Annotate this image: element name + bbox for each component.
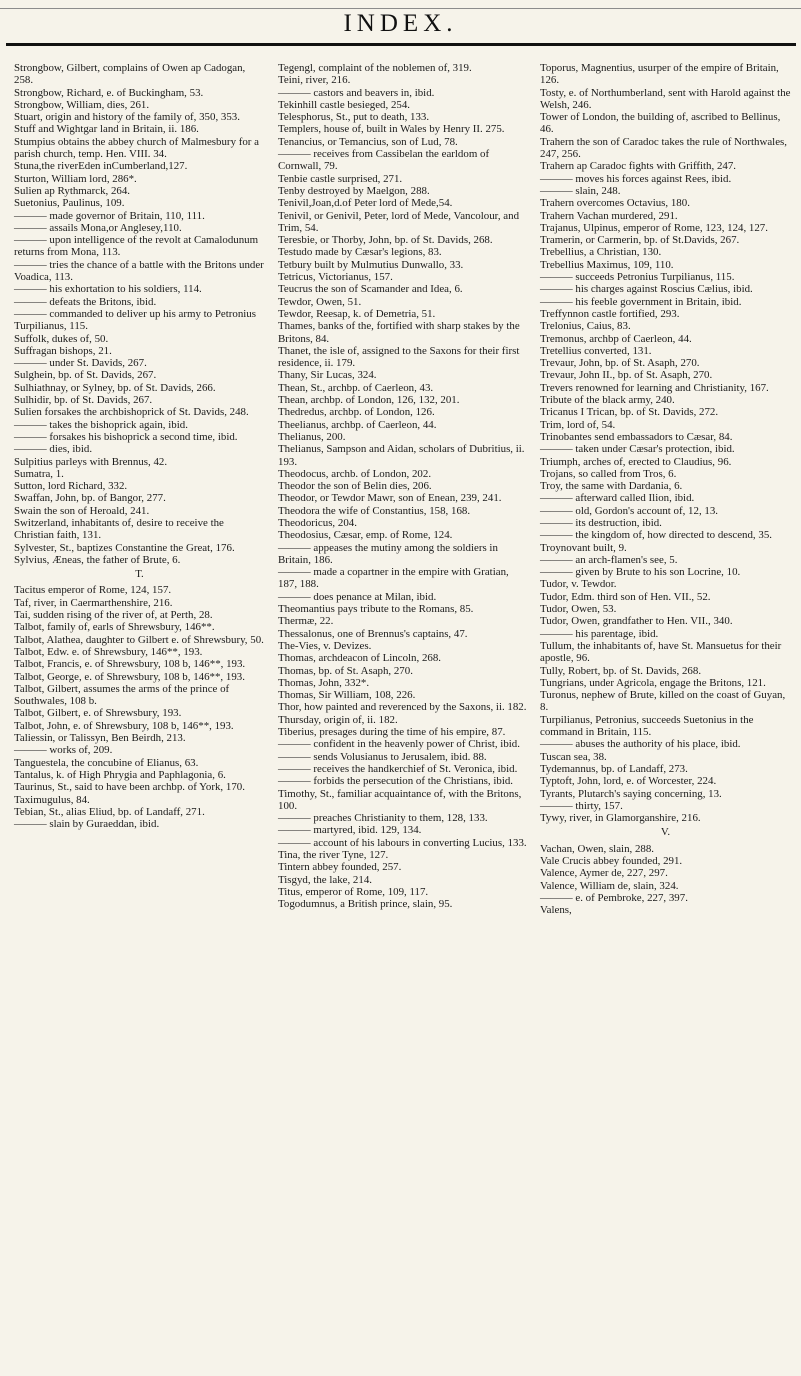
- index-entry: Theodora the wife of Constantius, 158, 168.: [278, 504, 471, 517]
- index-entry: Sutton, lord Richard, 332.: [14, 480, 128, 493]
- index-entry: ——— preaches Christianity to them, 128, 133.: [278, 812, 488, 825]
- header-rule: [6, 43, 796, 46]
- index-entry: Switzerland, inhabitants of, desire to receive the Christian faith, 131.: [14, 516, 224, 542]
- index-entry: Tully, Robert, bp. of St. Davids, 268.: [540, 664, 702, 677]
- index-entry: ——— thirty, 157.: [540, 799, 623, 812]
- index-entry: ——— slain by Guraeddan, ibid.: [14, 818, 160, 831]
- index-entry: Tremonus, archbp of Caerleon, 44.: [540, 332, 692, 345]
- index-entry: Sylvius, Æneas, the father of Brute, 6.: [14, 553, 181, 566]
- index-entry: Strongbow, Gilbert, complains of Owen ap Cadogan, 258.: [14, 62, 246, 87]
- index-entry: Suetonius, Paulinus, 109.: [14, 197, 125, 210]
- index-entry: Tina, the river Tyne, 127.: [278, 849, 389, 861]
- index-entry: Thomas, archdeacon of Lincoln, 268.: [278, 652, 442, 665]
- index-entry: Vachan, Owen, slain, 288.: [540, 842, 655, 855]
- index-entry: ——— appeases the mutiny among the soldiers in Britain, 186.: [278, 541, 498, 566]
- index-entry: Tricanus I Trican, bp. of St. Davids, 272.: [540, 406, 719, 419]
- index-entry: ——— commanded to deliver up his army to Petronius Turpilianus, 115.: [14, 307, 256, 333]
- index-entry: ——— his charges against Roscius Cælius, ibid.: [540, 283, 753, 296]
- index-entry: Tungrians, under Agricola, engage the Britons, 121.: [540, 676, 766, 689]
- index-entry: ——— an arch-flamen's see, 5.: [540, 553, 678, 566]
- index-entry: ——— the kingdom of, how directed to descend, 35.: [540, 529, 772, 542]
- index-entry: Trebellius, a Christian, 130.: [540, 246, 662, 259]
- index-entry: Trim, lord of, 54.: [540, 418, 616, 431]
- index-entry: Tekinhill castle besieged, 254.: [278, 98, 411, 111]
- index-entry: Stuart, origin and history of the family of, 350, 353.: [14, 111, 240, 124]
- index-entry: Tudor, v. Tewdor.: [540, 578, 617, 591]
- index-entry: Tydemannus, bp. of Landaff, 273.: [540, 762, 688, 775]
- index-entry: Tiberius, presages during the time of his empire, 87.: [278, 726, 506, 739]
- index-entry: Tai, sudden rising of the river of, at Perth, 28.: [14, 609, 213, 622]
- index-entry: Trebellius Maximus, 109, 110.: [540, 258, 674, 271]
- index-entry: Valence, Aymer de, 227, 297.: [540, 867, 668, 880]
- index-entry: Tebian, St., alias Eliud, bp. of Landaff, 271.: [14, 805, 205, 818]
- index-entry: ——— upon intelligence of the revolt at Camalodunum returns from Mona, 113.: [14, 234, 259, 259]
- section-letter: V.: [660, 826, 671, 839]
- index-entry: Trajanus, Ulpinus, emperor of Rome, 123, 124, 127.: [540, 221, 768, 234]
- index-entry: Talbot, Francis, e. of Shrewsbury, 108 b, 146**, 193.: [14, 658, 246, 671]
- index-entry: Taf, river, in Caermarthenshire, 216.: [14, 596, 173, 609]
- index-entry: Sylvester, St., baptizes Constantine the Great, 176.: [14, 541, 235, 554]
- index-entry: Stumpius obtains the abbey church of Malmesbury for a parish church, temp. Hen. VIII. 34.: [14, 135, 259, 161]
- index-entry: ——— dies, ibid.: [14, 443, 93, 456]
- index-entry: Timothy, St., familiar acquaintance of, with the Britons, 100.: [278, 787, 522, 812]
- index-entry: Trahern overcomes Octavius, 180.: [540, 197, 690, 210]
- index-entry: Trevaur, John, bp. of St. Asaph, 270.: [540, 357, 700, 370]
- index-entry: Taliessin, or Talissyn, Ben Beirdh, 213.: [14, 732, 186, 745]
- index-entry: ——— succeeds Petronius Turpilianus, 115.: [540, 271, 735, 284]
- index-entry: Tewdor, Owen, 51.: [278, 295, 362, 308]
- index-entry: Turonus, nephew of Brute, killed on the coast of Guyan, 8.: [540, 689, 786, 714]
- index-entry: Valens,: [540, 904, 572, 917]
- index-entry: Tetricus, Victorianus, 157.: [278, 271, 393, 284]
- index-entry: Tenivil, or Genivil, Peter, lord of Mede, Vancolour, and Trim, 54.: [278, 209, 520, 234]
- index-entry: ——— defeats the Britons, ibid.: [14, 295, 157, 308]
- index-entry: Thelianus, Sampson and Aidan, scholars of Dubritius, ii. 193.: [278, 443, 525, 468]
- index-entry: Talbot, John, e. of Shrewsbury, 108 b, 146**, 193.: [14, 719, 234, 732]
- index-entry: ——— made a copartner in the empire with Gratian, 187, 188.: [278, 566, 509, 591]
- index-entry: ——— old, Gordon's account of, 12, 13.: [540, 504, 719, 517]
- index-entry: Tenbie castle surprised, 271.: [278, 172, 403, 185]
- index-entry: ——— moves his forces against Rees, ibid.: [540, 172, 732, 185]
- index-entry: Tegengl, complaint of the noblemen of, 319.: [278, 62, 472, 74]
- index-entry: Teini, river, 216.: [278, 74, 351, 87]
- index-entry: Suffolk, dukes of, 50.: [14, 332, 109, 345]
- index-entry: Talbot, family of, earls of Shrewsbury, 146**.: [14, 621, 215, 634]
- index-entry: Sulhiathnay, or Sylney, bp. of St. Davids, 266.: [14, 381, 216, 394]
- index-entry: ——— abuses the authority of his place, ibid.: [540, 738, 741, 751]
- index-entry: Tudor, Owen, grandfather to Hen. VII., 340.: [540, 615, 733, 628]
- index-entry: Tisgyd, the lake, 214.: [278, 873, 372, 886]
- index-entry: Thessalonus, one of Brennus's captains, 47.: [278, 627, 468, 640]
- index-entry: ——— given by Brute to his son Locrine, 10.: [540, 566, 741, 579]
- index-entry: ——— sends Volusianus to Jerusalem, ibid. 88.: [278, 750, 487, 763]
- index-entry: Taximugulus, 84.: [14, 793, 90, 806]
- index-entry: ——— does penance at Milan, ibid.: [278, 590, 437, 603]
- index-entry: Theodor the son of Belin dies, 206.: [278, 480, 432, 493]
- index-entry: Trojans, so called from Tros, 6.: [540, 467, 677, 480]
- index-entry: Swain the son of Heroald, 241.: [14, 504, 150, 517]
- index-entry: Titus, emperor of Rome, 109, 117.: [278, 885, 429, 898]
- index-entry: Theelianus, archbp. of Caerleon, 44.: [278, 418, 437, 431]
- index-entry: ——— under St. Davids, 267.: [14, 357, 147, 370]
- index-entry: Testudo made by Cæsar's legions, 83.: [278, 246, 442, 259]
- index-entry: Sumatra, 1.: [14, 467, 64, 480]
- index-entry: Talbot, Gilbert, assumes the arms of the prince of Southwales, 108 b.: [14, 682, 230, 708]
- index-entry: Talbot, George, e. of Shrewsbury, 108 b, 146**, 193.: [14, 670, 245, 683]
- index-entry: Stuff and Wightgar land in Britain, ii. 186.: [14, 123, 199, 136]
- index-entry: Treffynnon castle fortified, 293.: [540, 307, 680, 320]
- index-entry: Teresbie, or Thorby, John, bp. of St. Davids, 268.: [278, 234, 493, 247]
- index-entry: ——— assails Mona,or Anglesey,110.: [14, 221, 182, 234]
- index-entry: Thor, how painted and reverenced by the Saxons, ii. 182.: [278, 701, 527, 714]
- index-column-right: [540, 62, 791, 916]
- index-column-middle: [278, 62, 529, 910]
- index-entry: Theodocus, archb. of London, 202.: [278, 467, 432, 480]
- index-entry: Togodumnus, a British prince, slain, 95.: [278, 898, 453, 911]
- index-entry: Theodosius, Cæsar, emp. of Rome, 124.: [278, 529, 453, 542]
- index-entry: Thelianus, 200.: [278, 430, 346, 443]
- index-entry: Valence, William de, slain, 324.: [540, 879, 679, 892]
- index-entry: ——— e. of Pembroke, 227, 397.: [540, 891, 688, 904]
- index-entry: Tudor, Owen, 53.: [540, 603, 617, 616]
- index-entry: Strongbow, William, dies, 261.: [14, 98, 150, 111]
- index-entry: Tuscan sea, 38.: [540, 750, 607, 763]
- index-entry: Stuna,the riverEden inCumberland,127.: [14, 160, 188, 173]
- index-entry: Tanguestela, the concubine of Elianus, 63.: [14, 756, 199, 769]
- index-entry: Thermæ, 22.: [278, 615, 334, 628]
- index-entry: Tenby destroyed by Maelgon, 288.: [278, 184, 430, 197]
- index-entry: ——— his parentage, ibid.: [540, 627, 659, 640]
- index-entry: Turpilianus, Petronius, succeeds Suetonius in the command in Britain, 115.: [540, 713, 754, 739]
- index-entry: Tewdor, Reesap, k. of Demetria, 51.: [278, 307, 436, 320]
- index-entry: Teucrus the son of Scamander and Idea, 6.: [278, 283, 463, 296]
- index-entry: Tetbury built by Mulmutius Dunwallo, 33.: [278, 258, 464, 271]
- index-entry: ——— taken under Cæsar's protection, ibid.: [540, 443, 735, 456]
- index-entry: Tenivil,Joan,d.of Peter lord of Mede,54.: [278, 197, 453, 210]
- index-entry: Trahern Vachan murdered, 291.: [540, 209, 678, 222]
- index-entry: Sulien ap Rythmarck, 264.: [14, 184, 131, 197]
- index-entry: ——— tries the chance of a battle with the Britons under Voadica, 113.: [14, 258, 264, 284]
- index-entry: Troynovant built, 9.: [540, 541, 627, 554]
- index-entry: ——— account of his labours in converting Lucius, 133.: [278, 836, 527, 849]
- index-entry: Thanet, the isle of, assigned to the Saxons for their first residence, ii. 179.: [278, 344, 520, 370]
- index-entry: ——— afterward called Ilion, ibid.: [540, 492, 695, 505]
- index-entry: Tyrants, Plutarch's saying concerning, 13.: [540, 787, 722, 800]
- index-entry: Theodor, or Tewdor Mawr, son of Enean, 239, 241.: [278, 492, 502, 505]
- index-entry: Thany, Sir Lucas, 324.: [278, 369, 377, 382]
- index-entry: Sulhidir, bp. of St. Davids, 267.: [14, 394, 153, 407]
- index-entry: ——— castors and beavers in, ibid.: [278, 86, 435, 99]
- index-entry: Toporus, Magnentius, usurper of the empire of Britain, 126.: [540, 62, 779, 87]
- index-entry: Tenancius, or Temancius, son of Lud, 78.: [278, 135, 458, 148]
- index-entry: ——— works of, 209.: [14, 744, 113, 757]
- index-entry: Tywy, river, in Glamorganshire, 216.: [540, 812, 701, 825]
- index-entry: ——— made governor of Britain, 110, 111.: [14, 209, 205, 222]
- index-entry: ——— takes the bishoprick again, ibid.: [14, 418, 188, 431]
- index-entry: Theomantius pays tribute to the Romans, 85.: [278, 603, 474, 616]
- index-entry: Talbot, Alathea, daughter to Gilbert e. of Shrewsbury, 50.: [14, 633, 264, 646]
- index-entry: ——— his exhortation to his soldiers, 114.: [14, 283, 202, 296]
- page-title: INDEX.: [343, 10, 458, 37]
- index-entry: Thomas, John, 332*.: [278, 676, 370, 689]
- index-entry: ——— forbids the persecution of the Christians, ibid.: [278, 775, 514, 788]
- index-entry: ——— receives the handkerchief of St. Veronica, ibid.: [278, 762, 518, 775]
- index-entry: Triumph, arches of, erected to Claudius, 96.: [540, 455, 732, 468]
- index-entry: ——— its destruction, ibid.: [540, 516, 662, 529]
- index-entry: Tower of London, the building of, ascribed to Bellinus, 46.: [540, 111, 781, 136]
- index-entry: ——— receives from Cassibelan the earldom of Cornwall, 79.: [278, 148, 490, 173]
- index-entry: Trelonius, Caius, 83.: [540, 320, 631, 333]
- index-entry: ——— confident in the heavenly power of Christ, ibid.: [278, 738, 520, 751]
- index-entry: Vale Crucis abbey founded, 291.: [540, 855, 683, 867]
- index-entry: Templers, house of, built in Wales by Henry II. 275.: [278, 123, 505, 136]
- index-entry: Trevers renowned for learning and Christianity, 167.: [540, 381, 769, 394]
- index-entry: Thomas, bp. of St. Asaph, 270.: [278, 664, 413, 677]
- index-entry: Tramerin, or Carmerin, bp. of St.Davids, 267.: [540, 234, 740, 247]
- index-entry: Telesphorus, St., put to death, 133.: [278, 111, 430, 124]
- index-entry: Tullum, the inhabitants of, have St. Mansuetus for their apostle, 96.: [540, 639, 782, 665]
- index-entry: Theodoricus, 204.: [278, 516, 357, 529]
- index-entry: Tacitus emperor of Rome, 124, 157.: [14, 584, 172, 597]
- index-entry: Suffragan bishops, 21.: [14, 344, 112, 357]
- index-entry: Tosty, e. of Northumberland, sent with Harold against the Welsh, 246.: [540, 86, 791, 111]
- index-entry: Thean, St., archbp. of Caerleon, 43.: [278, 381, 434, 394]
- index-entry: Tudor, Edm. third son of Hen. VII., 52.: [540, 590, 711, 603]
- index-entry: Tintern abbey founded, 257.: [278, 861, 402, 874]
- index-entry: Tretellius converted, 131.: [540, 344, 652, 357]
- index-entry: Trahern the son of Caradoc takes the rule of Northwales, 247, 256.: [540, 135, 787, 161]
- index-entry: Swaffan, John, bp. of Bangor, 277.: [14, 492, 166, 505]
- index-entry: Thomas, Sir William, 108, 226.: [278, 689, 416, 702]
- index-entry: Taurinus, St., said to have been archbp. of York, 170.: [14, 781, 245, 794]
- index-entry: Tantalus, k. of High Phrygia and Paphlagonia, 6.: [14, 768, 226, 781]
- index-entry: Talbot, Gilbert, e. of Shrewsbury, 193.: [14, 707, 182, 720]
- index-entry: Trevaur, John II., bp. of St. Asaph, 270.: [540, 369, 713, 382]
- index-entry: Thames, banks of the, fortified with sharp stakes by the Britons, 84.: [278, 320, 520, 345]
- index-entry: Sulien forsakes the archbishoprick of St. Davids, 248.: [14, 406, 249, 419]
- index-entry: Sulpitius parleys with Brennus, 42.: [14, 455, 168, 468]
- index-entry: Troy, the same with Dardania, 6.: [540, 480, 683, 493]
- index-entry: Typtoft, John, lord, e. of Worcester, 224.: [540, 775, 717, 788]
- index-column-left: [14, 62, 265, 830]
- index-entry: ——— slain, 248.: [540, 184, 621, 197]
- index-entry: Talbot, Edw. e. of Shrewsbury, 146**, 193.: [14, 645, 203, 658]
- index-entry: Tribute of the black army, 240.: [540, 394, 675, 407]
- index-entry: Thursday, origin of, ii. 182.: [278, 713, 398, 726]
- index-entry: Strongbow, Richard, e. of Buckingham, 53.: [14, 86, 204, 99]
- index-entry: Trinobantes send embassadors to Cæsar, 84.: [540, 430, 733, 443]
- index-entry: The-Vies, v. Devizes.: [278, 639, 372, 652]
- index-entry: ——— his feeble government in Britain, ibid.: [540, 295, 742, 308]
- index-entry: Sturton, William lord, 286*.: [14, 172, 137, 185]
- top-border-line: [0, 8, 801, 9]
- index-entry: Thedredus, archbp. of London, 126.: [278, 406, 435, 419]
- index-entry: Thean, archbp. of London, 126, 132, 201.: [278, 394, 460, 407]
- index-entry: Trahern ap Caradoc fights with Griffith, 247.: [540, 160, 736, 173]
- index-entry: ——— martyred, ibid. 129, 134.: [278, 824, 422, 837]
- section-letter: T.: [135, 568, 144, 581]
- index-entry: ——— forsakes his bishoprick a second time, ibid.: [14, 430, 238, 443]
- index-entry: Sulghein, bp. of St. Davids, 267.: [14, 369, 157, 382]
